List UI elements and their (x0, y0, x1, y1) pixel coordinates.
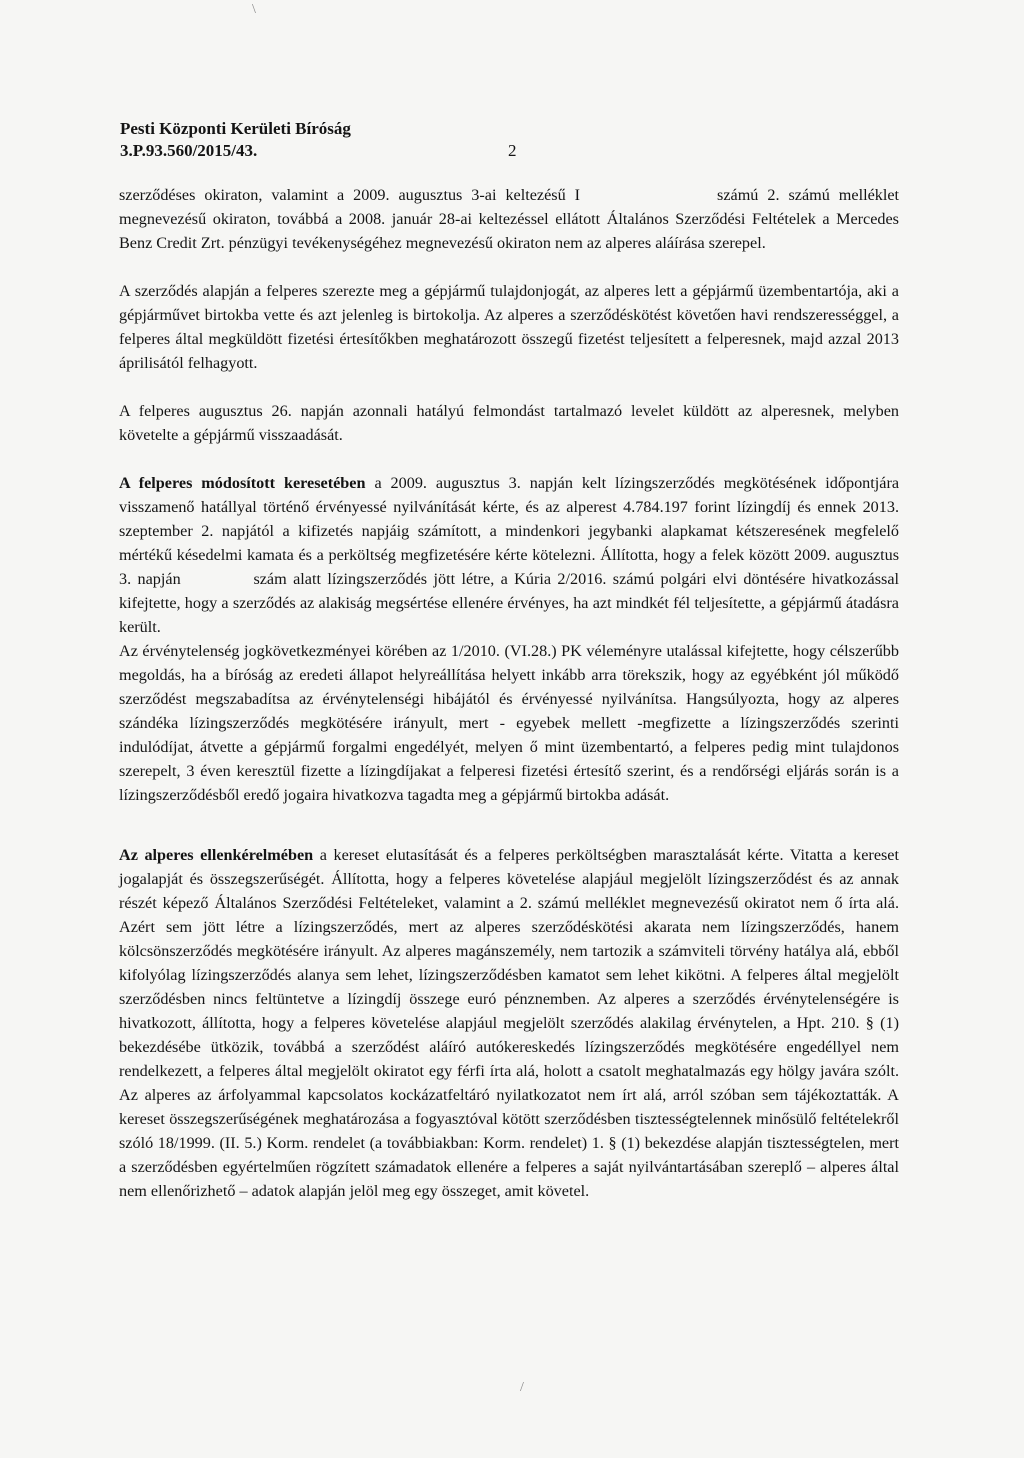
paragraph-4 (119, 471, 899, 639)
case-row (120, 140, 517, 162)
paragraph-4-text-a: a 2009. augusztus 3. napján kelt lízingszerződés megkötésének időpontjára visszamenő hatállyal történő érvényessé nyilvánítását kérte, és az alperest 4.784.197 forint lízingdíj és ennek 2013. szeptember 2. napjától a kifizetés napjáig számított, a mindenkori jegybanki alapkamat kétszeresének megfelelő mértékű késedelmi kamata és a perköltség megfizetésére kérte kötelezni. Állította, hogy a felek között 2009. augusztus 3. napján (119, 474, 900, 588)
document-header (120, 118, 517, 162)
paragraph-6-text: a kereset elutasítását és a felperes perköltségben marasztalását kérte. Vitatta a kereset jogalapját és összegszerűségét. Állította, hogy a felperes követelése alapjául megjelölt lízingszerződést és az annak részét képező Általános Szerződési Feltételeket, valamint a 2. számú melléklet megnevezésű okiratot nem ő írta alá. Azért sem jött létre a lízingszerződés, mert az alperes szerződéskötési akarata nem lízingszerződés, hanem kölcsönszerződés megkötésére irányult. Az alperes magánszemély, nem tartozik a számviteli törvény hatálya alá, ebből kifolyólag lízingszerződés alanya sem lehet, lízingszerződésben kamatot sem lehet kikötni. A felperes által megjelölt szerződésben nincs feltüntetve a lízingdíj összege euró pénznemben. Az alperes a szerződés érvénytelenségére is hivatkozott, állította, hogy a felperes követelése alapjául megjelölt szerződés alakilag érvénytelen, a Hpt. 210. § (1) bekezdésébe ütközik, továbbá a szerződést aláíró autókereskedés lízingszerződés megkötésére engedéllyel nem rendelkezett, a felperes által megjelölt okiratot egy férfi írta alá, holott a csatolt meghatalmazás egy hölgy javára szólt. Az alperes az árfolyammal kapcsolatos kockázatfeltáró nyilatkozatot nem írt alá, arról szóban sem tájékoztatták. A kereset összegszerűségének meghatározása a fogyasztóval kötött szerződésben tisztességtelennek minősülő feltételekről szóló 18/1999. (II. 5.) Korm. rendelet (a továbbiakban: Korm. rendelet) 1. § (1) bekezdése alapján tisztességtelen, mert a szerződésben egyértelműen rögzített számadatok ellenére a felperes a saját nyilvántartásában szereplő – alperes által nem ellenőrizhető – adatok alapján jelöl meg egy összeget, amit követel. (119, 846, 899, 1200)
case-number: 3.P.93.560/2015/43. (120, 141, 258, 160)
paragraph-6-heading: Az alperes ellenkérelmében (119, 846, 314, 864)
paragraph-4-text-b: szám alatt lízingszerződés jött létre, a Kúria 2/2016. számú polgári elvi döntésére hivatkozással kifejtette, hogy a szerződés az alakiság megsértése ellenére érvényes, ha azt mindkét fél teljesítette, a gépjármű átadásra került. (119, 570, 900, 636)
document-body (119, 183, 899, 1203)
paragraph-1 (119, 183, 899, 255)
scan-mark: \ (252, 2, 256, 17)
paragraph-4-heading: A felperes módosított keresetében (119, 474, 366, 492)
redacted-area (580, 189, 708, 203)
paragraph-1-text: szerződéses okiraton, valamint a 2009. augusztus 3-ai keltezésű (119, 186, 566, 204)
paragraph-2: A szerződés alapján a felperes szerezte meg a gépjármű tulajdonjogát, az alperes lett a gépjármű üzembentartója, aki a gépjárművet birtokba vette és azt jelenleg is birtokolja. Az alperes a szerződéskötést követően havi rendszerességgel, a felperes által megküldött fizetési értesítőkben meghatározott összegű fizetést teljesített a felperesnek, majd azzal 2013 áprilisától felhagyott. (119, 282, 899, 372)
redacted-area (187, 573, 247, 587)
page-number: 2 (508, 141, 517, 160)
paragraph-6 (119, 843, 899, 1203)
paragraph-1-rest: számú 2. számú melléklet megnevezésű okiraton, továbbá a 2008. január 28-ai keltezéssel ellátott Általános Szerződési Feltételek a Mercedes Benz Credit Zrt. pénzügyi tevékenységéhez megnevezésű okiraton nem az alperes aláírása szerepel. (119, 186, 900, 252)
paragraph-5: Az érvénytelenség jogkövetkezményei körében az 1/2010. (VI.28.) PK véleményre utalással kifejtette, hogy célszerűbb megoldás, ha a bíróság az eredeti állapot helyreállítása helyett inkább arra törekszik, hogy az egyébként jól működő szerződést megszabadítsa az érvénytelenségi hibájától és érvényessé nyilvánítsa. Hangsúlyozta, hogy az alperes szándéka lízingszerződés megkötésére irányult, mert - egyebek mellett -megfizette a lízingszerződés szerinti indulódíjat, átvette a gépjármű forgalmi engedélyét, melyen ő mint üzembentartó, a felperes pedig mint tulajdonos szerepelt, 3 éven keresztül fizette a lízingdíjakat a felperesi fizetési értesítő szerint, és a rendőrségi eljárás során is a lízingszerződésből eredő jogaira hivatkozva tagadta meg a gépjármű birtokba adását. (119, 642, 899, 804)
paragraph-1-letter: I (574, 186, 581, 204)
scan-mark: / (520, 1380, 524, 1395)
court-name: Pesti Központi Kerületi Bíróság (120, 119, 351, 138)
paragraph-3: A felperes augusztus 26. napján azonnali hatályú felmondást tartalmazó levelet küldött az alperesnek, melyben követelte a gépjármű visszaadását. (119, 402, 899, 444)
